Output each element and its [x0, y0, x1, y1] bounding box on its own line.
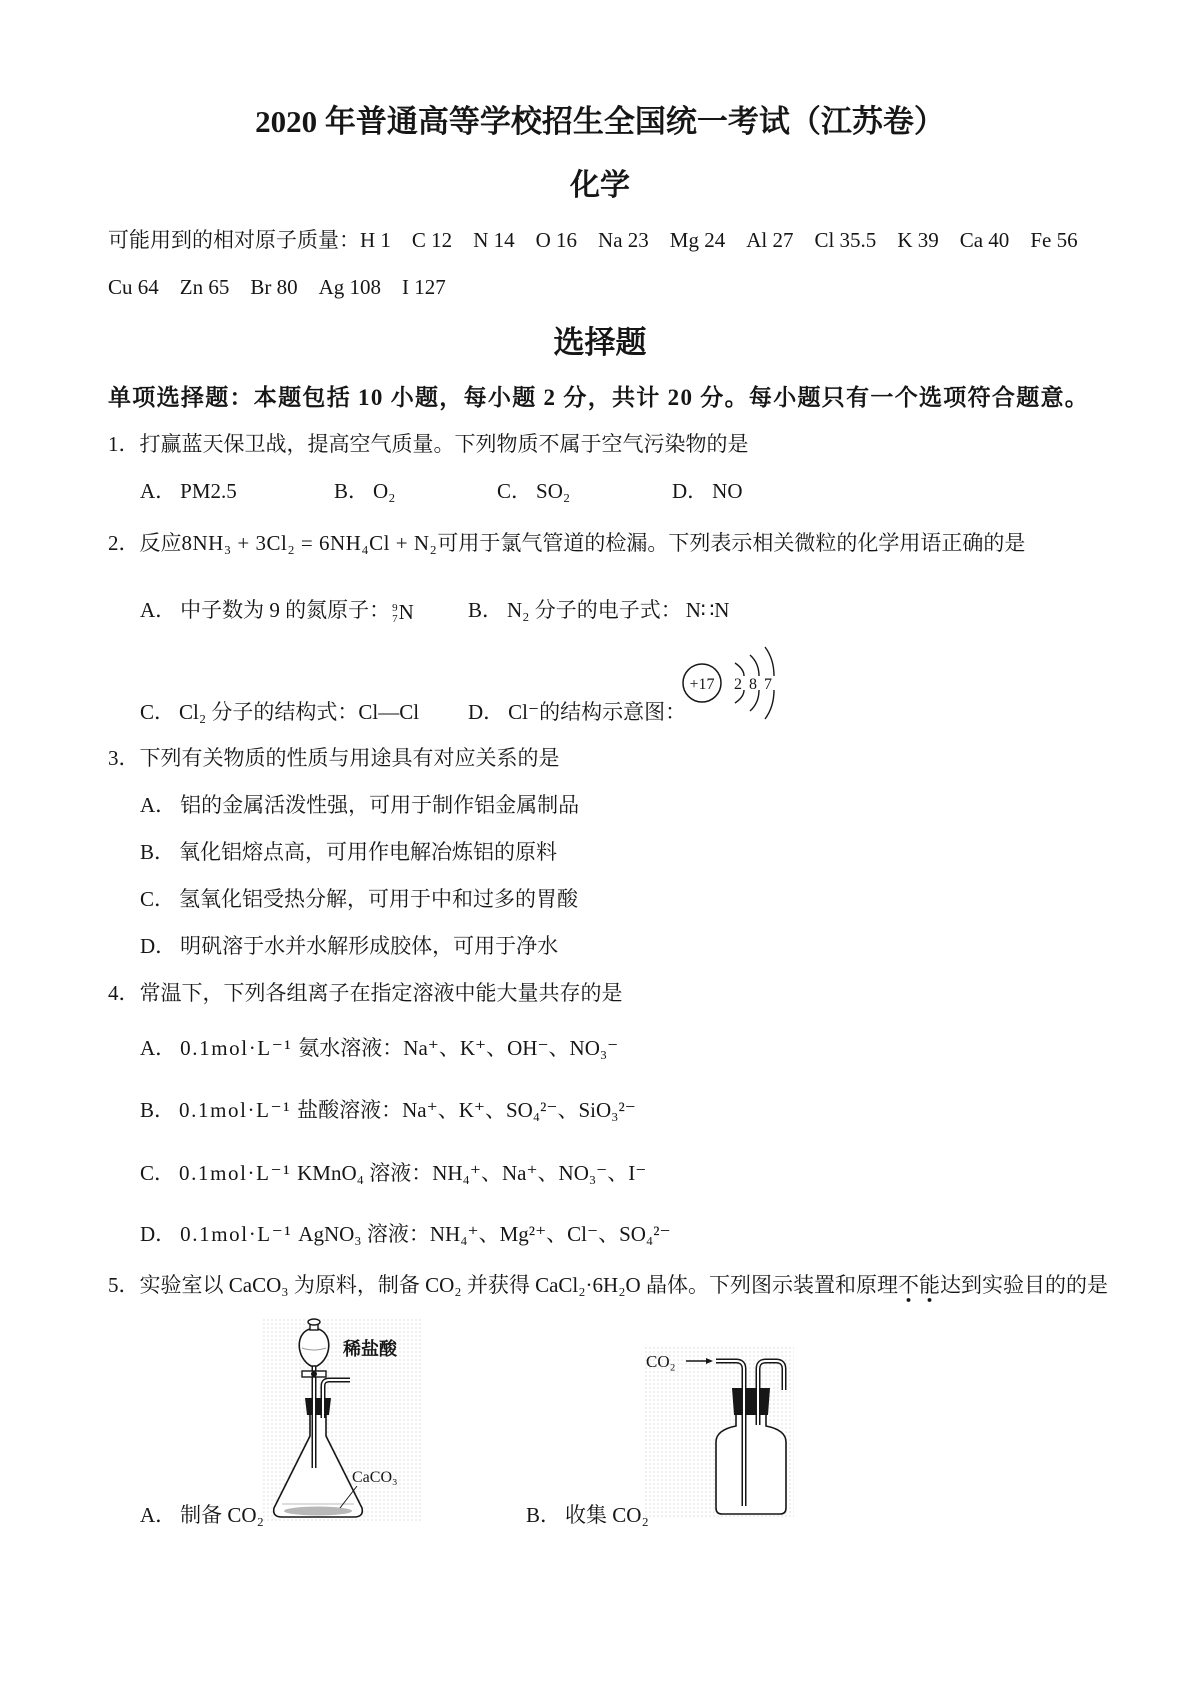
question-text: 常温下，下列各组离子在指定溶液中能大量共存的是 — [139, 981, 623, 1005]
atomic-mass-item: I 127 — [402, 275, 446, 299]
option-text: 明矾溶于水并水解形成胶体，可用于净水 — [180, 934, 559, 958]
funnel-stopper — [308, 1319, 320, 1325]
atomic-mass-item: H 1 — [360, 228, 391, 252]
question-2-option-c — [140, 697, 419, 727]
section-title: 选择题 — [553, 325, 647, 360]
question-text: 达到实验目的的是 — [939, 1273, 1108, 1297]
question-2-option-a — [140, 595, 414, 627]
question-3-option-d — [140, 931, 558, 961]
option-text: 制备 CO₂ — [180, 1503, 264, 1527]
option-label: B． — [140, 1098, 176, 1122]
atomic-masses-line-1 — [108, 225, 1078, 255]
flask-reagent-label: CaCO₃ — [352, 1469, 398, 1486]
option-label: A． — [140, 479, 177, 503]
question-number: 5． — [108, 1273, 140, 1297]
atomic-number: 7 — [392, 613, 398, 626]
question-3-option-b — [140, 837, 557, 867]
question-text: 打赢蓝天保卫战，提高空气质量。下列物质不属于空气污染物的是 — [139, 432, 749, 456]
apparatus-a-caption — [140, 1500, 264, 1530]
shell-arc — [765, 690, 774, 719]
option-label: D． — [140, 1222, 177, 1246]
question-1-option-d — [672, 476, 743, 506]
electron-formula: N∷N — [685, 598, 730, 622]
option-label: D． — [672, 479, 709, 503]
shell-arc — [750, 690, 759, 711]
atomic-mass-item: Na 23 — [598, 228, 649, 252]
question-4-option-c — [140, 1158, 646, 1188]
shell-electrons: 7 — [764, 676, 772, 693]
question-number: 3． — [108, 746, 140, 770]
nuclide-numbers — [392, 603, 398, 625]
option-text: 氢氧化铝受热分解，可用于中和过多的胃酸 — [179, 887, 579, 911]
atomic-mass-item: O 16 — [535, 228, 578, 252]
option-label: A． — [140, 793, 177, 817]
question-4-stem — [108, 978, 623, 1008]
option-text: 铝的金属活泼性强，可用于制作铝金属制品 — [180, 793, 580, 817]
apparatus-b-diagram — [636, 1330, 801, 1525]
atomic-mass-item: Mg 24 — [669, 228, 726, 252]
question-number: 2． — [108, 531, 140, 555]
question-3-option-c — [140, 884, 578, 914]
option-label: C． — [140, 887, 176, 911]
option-text: N₂ 分子的电子式： — [507, 598, 682, 622]
rubber-stopper — [305, 1398, 331, 1415]
concentration: 0.1mol·L⁻¹ — [180, 1222, 293, 1246]
separatory-funnel-bulb — [299, 1329, 329, 1366]
question-2-option-b — [468, 595, 729, 625]
question-1-option-a — [140, 476, 237, 506]
question-text: 反应 — [139, 531, 182, 555]
option-text: Cl₂ 分子的结构式：Cl—Cl — [179, 700, 420, 724]
option-text: 中子数为 9 的氮原子： — [180, 598, 391, 622]
emphasized-text: 不能 — [898, 1273, 940, 1304]
question-1-option-b — [334, 476, 396, 506]
question-5-stem — [108, 1270, 1108, 1300]
atomic-mass-item: Fe 56 — [1030, 228, 1078, 252]
option-label: D． — [468, 700, 505, 724]
atomic-masses-label: 可能用到的相对原子质量： — [108, 228, 360, 252]
option-text: PM2.5 — [180, 479, 237, 503]
concentration: 0.1mol·L⁻¹ — [179, 1098, 292, 1122]
option-label: C． — [140, 700, 176, 724]
option-label: B． — [526, 1503, 562, 1527]
chemical-equation: 8NH₃ + 3Cl₂ = 6NH₄Cl + N₂ — [181, 531, 438, 555]
question-text: 实验室以 CaCO₃ 为原料，制备 CO₂ 并获得 CaCl₂·6H₂O 晶体。下列图示装置和原理 — [139, 1273, 898, 1297]
option-label: A． — [140, 598, 177, 622]
atomic-mass-item: Zn 65 — [179, 275, 230, 299]
shell-electrons: 2 — [734, 676, 742, 693]
atomic-mass-item: N 14 — [473, 228, 515, 252]
gas-collecting-bottle — [716, 1415, 786, 1514]
atomic-masses-line-2 — [108, 272, 446, 302]
option-text: SO₂ — [536, 479, 571, 503]
option-text: 氨水溶液：Na⁺、K⁺、OH⁻、NO₃⁻ — [298, 1036, 619, 1060]
option-label: B． — [334, 479, 370, 503]
atomic-mass-item: Ca 40 — [959, 228, 1010, 252]
option-text: O₂ — [373, 479, 396, 503]
section-instructions: 单项选择题：本题包括 10 小题，每小题 2 分，共计 20 分。每小题只有一个选项符合题意。 — [108, 385, 1090, 410]
atomic-mass-item: Al 27 — [746, 228, 794, 252]
option-text: NO — [712, 479, 743, 503]
ion-structure-diagram — [676, 643, 786, 725]
question-3-option-a — [140, 790, 579, 820]
concentration: 0.1mol·L⁻¹ — [179, 1161, 292, 1185]
option-text: 氧化铝熔点高，可用作电解冶炼铝的原料 — [179, 840, 558, 864]
shell-electrons: 8 — [749, 676, 757, 693]
option-text: 收集 CO₂ — [565, 1503, 649, 1527]
exam-title: 2020 年普通高等学校招生全国统一考试（江苏卷） — [255, 104, 945, 139]
mass-number: 9 — [392, 602, 398, 615]
option-text: AgNO₃ 溶液：NH₄⁺、Mg²⁺、Cl⁻、SO₄²⁻ — [298, 1222, 671, 1246]
atomic-mass-item: Ag 108 — [318, 275, 382, 299]
shell-arc — [750, 655, 759, 676]
shell-arc — [765, 647, 774, 676]
question-number: 4． — [108, 981, 140, 1005]
nucleus-charge: +17 — [689, 676, 715, 693]
option-label: A． — [140, 1503, 177, 1527]
option-label: C． — [497, 479, 533, 503]
apparatus-b-caption — [526, 1500, 649, 1530]
option-label: B． — [140, 840, 176, 864]
question-text: 可用于氯气管道的检漏。下列表示相关微粒的化学用语正确的是 — [437, 531, 1026, 555]
atomic-mass-item: Cl 35.5 — [814, 228, 877, 252]
concentration: 0.1mol·L⁻¹ — [180, 1036, 293, 1060]
stopcock-key — [311, 1371, 317, 1377]
element-symbol: N — [398, 600, 414, 625]
option-label: A． — [140, 1036, 177, 1060]
funnel-reagent-label: 稀盐酸 — [343, 1339, 397, 1359]
option-label: C． — [140, 1161, 176, 1185]
subject-title: 化学 — [570, 169, 630, 202]
option-text: Cl⁻的结构示意图： — [508, 700, 687, 724]
option-text: 盐酸溶液：Na⁺、K⁺、SO₄²⁻、SiO₃²⁻ — [297, 1098, 636, 1122]
calcium-carbonate-solid — [284, 1507, 352, 1516]
question-2-option-d — [468, 697, 686, 727]
atomic-mass-item: Cu 64 — [108, 275, 159, 299]
question-4-option-d — [140, 1219, 671, 1249]
gas-inlet-label: CO₂ — [646, 1352, 676, 1371]
question-4-option-b — [140, 1095, 636, 1125]
question-1-option-c — [497, 476, 570, 506]
question-4-option-a — [140, 1033, 618, 1063]
apparatus-a-diagram — [262, 1318, 437, 1528]
option-label: D． — [140, 934, 177, 958]
question-2-stem — [108, 528, 1025, 558]
shell-arc — [735, 663, 744, 676]
rubber-stopper — [732, 1388, 770, 1415]
option-text: KMnO₄ 溶液：NH₄⁺、Na⁺、NO₃⁻、I⁻ — [297, 1161, 647, 1185]
question-3-stem — [108, 743, 560, 773]
atomic-mass-item: K 39 — [897, 228, 939, 252]
option-label: B． — [468, 598, 504, 622]
atomic-mass-item: C 12 — [411, 228, 453, 252]
question-number: 1． — [108, 432, 140, 456]
nuclide-notation — [392, 597, 414, 627]
question-1-stem — [108, 429, 749, 459]
atomic-mass-item: Br 80 — [250, 275, 298, 299]
question-text: 下列有关物质的性质与用途具有对应关系的是 — [139, 746, 560, 770]
